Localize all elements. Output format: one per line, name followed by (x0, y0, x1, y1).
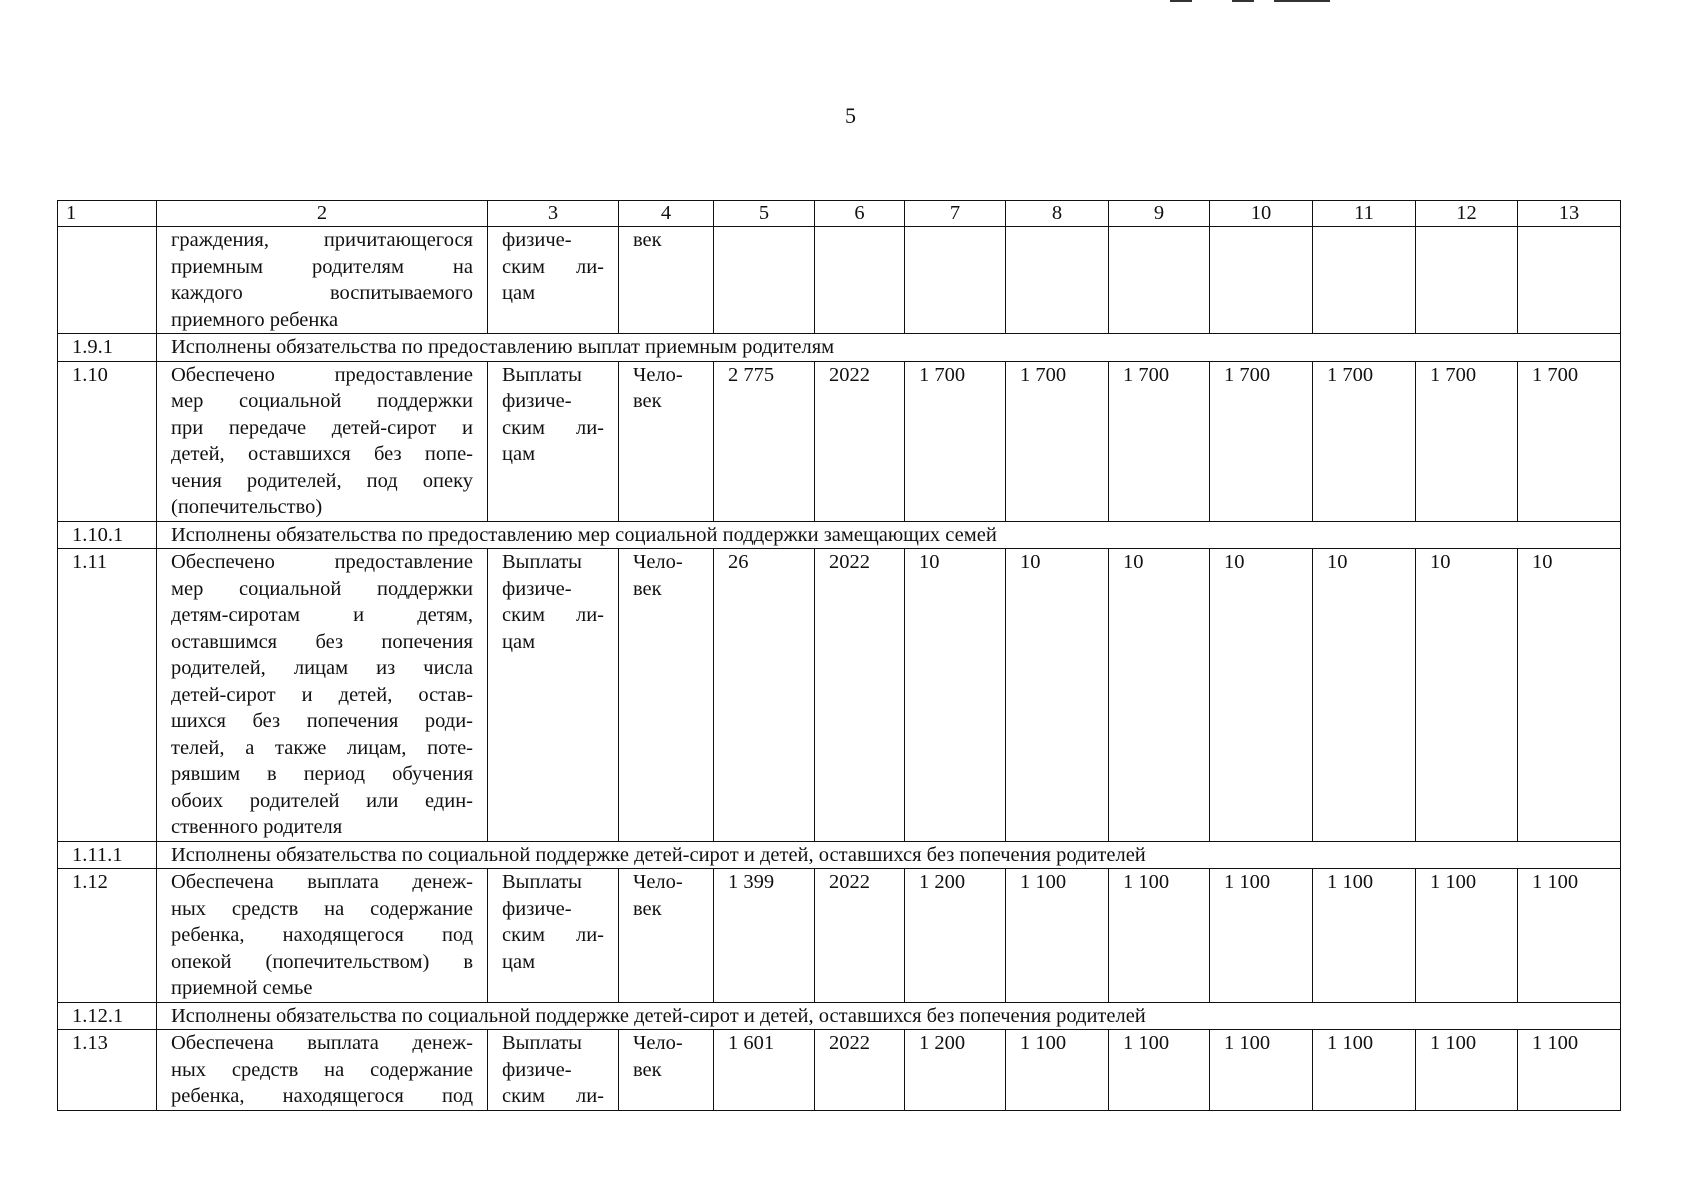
unit-line: цам (502, 282, 536, 304)
row-measure: век (619, 227, 714, 334)
column-number: 8 (1006, 201, 1109, 227)
value-cell (815, 227, 905, 334)
column-number: 12 (1416, 201, 1518, 227)
description-line: родителей, лицам из числа (171, 657, 473, 679)
column-number: 1 (58, 201, 157, 227)
row-number: 1.10 (58, 361, 157, 521)
value-cell: 1 100 (1210, 869, 1313, 1003)
row-unit (488, 869, 619, 1003)
value-cell: 1 399 (714, 869, 815, 1003)
table-row-subtitle (58, 334, 1621, 362)
value-cell: 1 700 (1313, 361, 1416, 521)
table-row-subtitle (58, 1002, 1621, 1030)
row-number: 1.11.1 (58, 841, 157, 869)
unit-line: ским ли- (502, 1085, 604, 1107)
row-description (157, 227, 488, 334)
value-cell: 2022 (815, 361, 905, 521)
page-number: 5 (845, 103, 856, 128)
value-cell (714, 227, 815, 334)
column-number: 10 (1210, 201, 1313, 227)
value-cell: 2 775 (714, 361, 815, 521)
column-number: 6 (815, 201, 905, 227)
description-line: ребенка, находящегося под (171, 924, 473, 946)
column-number: 9 (1109, 201, 1210, 227)
unit-line: физиче- (502, 577, 572, 600)
unit-line: физиче- (502, 1058, 572, 1081)
row-title: Исполнены обязательства по социальной поддержке детей-сирот и детей, оставшихся без попечения родителей (157, 841, 1621, 869)
value-cell: 1 700 (1518, 361, 1621, 521)
table-row (58, 1030, 1621, 1111)
description-line: ственного родителя (171, 816, 343, 838)
row-number: 1.12 (58, 869, 157, 1003)
row-number: 1.9.1 (58, 334, 157, 362)
description-line: детей-сирот и детей, остав- (171, 683, 473, 706)
row-measure (619, 869, 714, 1003)
column-number: 7 (905, 201, 1006, 227)
value-cell: 1 100 (1416, 869, 1518, 1003)
description-line: детей, оставшихся без попе- (171, 443, 473, 465)
description-line: ребенка, находящегося под (171, 1085, 473, 1107)
row-number: 1.10.1 (58, 521, 157, 549)
description-line: детям-сиротам и детям, (171, 604, 473, 626)
value-cell: 10 (1518, 549, 1621, 842)
row-unit (488, 549, 619, 842)
unit-line: Выплаты (502, 551, 582, 573)
row-measure (619, 549, 714, 842)
unit-line: цам (502, 630, 536, 653)
column-number: 2 (157, 201, 488, 227)
description-line: рявшим в период обучения (171, 763, 473, 785)
value-cell: 1 100 (1210, 1030, 1313, 1111)
value-cell: 1 100 (1416, 1030, 1518, 1111)
description-line: при передаче детей-сирот и (171, 416, 473, 439)
description-line: обоих родителей или един- (171, 789, 473, 812)
value-cell: 10 (1313, 549, 1416, 842)
unit-line: физиче- (502, 229, 572, 251)
value-cell: 2022 (815, 1030, 905, 1111)
table-row (58, 361, 1621, 521)
value-cell: 1 100 (1109, 1030, 1210, 1111)
row-title: Исполнены обязательства по предоставлению мер социальной поддержки замещающих семей (157, 521, 1621, 549)
column-number: 13 (1518, 201, 1621, 227)
value-cell: 10 (1210, 549, 1313, 842)
unit-line: Выплаты (502, 1032, 582, 1054)
column-number: 3 (488, 201, 619, 227)
table-row-subtitle (58, 841, 1621, 869)
row-number: 1.13 (58, 1030, 157, 1111)
unit-line: цам (502, 950, 536, 973)
value-cell: 1 100 (1518, 1030, 1621, 1111)
row-number: 1.11 (58, 549, 157, 842)
measure-line: Чело- (633, 363, 683, 386)
description-line: телей, а также лицам, поте- (171, 736, 473, 759)
value-cell: 1 100 (1313, 869, 1416, 1003)
value-cell: 10 (1109, 549, 1210, 842)
description-line: приемного ребенка (171, 308, 339, 331)
description-line: приемной семье (171, 977, 313, 999)
description-line: приемным родителям на (171, 255, 473, 278)
description-line: оставшимся без попечения (171, 630, 473, 653)
column-number: 11 (1313, 201, 1416, 227)
description-line: Обеспечена выплата денеж- (171, 871, 473, 893)
measure-line: век (633, 897, 662, 920)
value-cell (905, 227, 1006, 334)
row-title: Исполнены обязательства по предоставлению выплат приемным родителям (157, 334, 1621, 362)
value-cell: 10 (1416, 549, 1518, 842)
value-cell: 10 (905, 549, 1006, 842)
measure-line: век (633, 1058, 662, 1081)
row-measure (619, 1030, 714, 1111)
value-cell (1210, 227, 1313, 334)
row-unit (488, 361, 619, 521)
row-description (157, 869, 488, 1003)
row-description (157, 361, 488, 521)
unit-line: ским ли- (502, 604, 604, 626)
table-row-continuation (58, 227, 1621, 334)
unit-line: ским ли- (502, 416, 604, 439)
unit-line: цам (502, 443, 536, 465)
value-cell: 1 100 (1006, 869, 1109, 1003)
unit-line: Выплаты (502, 363, 582, 386)
column-number-row (58, 201, 1621, 227)
row-description (157, 1030, 488, 1111)
value-cell: 2022 (815, 549, 905, 842)
description-line: каждого воспитываемого (171, 282, 473, 304)
column-number: 5 (714, 201, 815, 227)
measure-line: Чело- (633, 1032, 683, 1054)
table-row-subtitle (58, 521, 1621, 549)
description-line: Обеспечено предоставление (171, 363, 473, 386)
value-cell: 1 700 (905, 361, 1006, 521)
value-cell: 26 (714, 549, 815, 842)
unit-line: ским ли- (502, 255, 604, 278)
value-cell (1109, 227, 1210, 334)
value-cell (1518, 227, 1621, 334)
value-cell: 1 700 (1006, 361, 1109, 521)
description-line: ных средств на содержание (171, 1058, 473, 1081)
row-measure (619, 361, 714, 521)
value-cell (1416, 227, 1518, 334)
description-line: опекой (попечительством) в (171, 950, 473, 973)
description-line: мер социальной поддержки (171, 390, 473, 412)
description-line: Обеспечена выплата денеж- (171, 1032, 473, 1054)
description-line: мер социальной поддержки (171, 577, 473, 600)
value-cell (1313, 227, 1416, 334)
value-cell: 1 700 (1210, 361, 1313, 521)
indicators-table (57, 200, 1621, 1111)
value-cell (1006, 227, 1109, 334)
row-unit (488, 227, 619, 334)
description-line: чения родителей, под опеку (171, 469, 473, 492)
row-title: Исполнены обязательства по социальной поддержке детей-сирот и детей, оставшихся без попечения родителей (157, 1002, 1621, 1030)
description-line: Обеспечено предоставление (171, 551, 473, 573)
measure-line: Чело- (633, 871, 683, 893)
row-description (157, 549, 488, 842)
measure-line: век (633, 577, 662, 600)
value-cell: 1 700 (1109, 361, 1210, 521)
table-row (58, 869, 1621, 1003)
table-row (58, 549, 1621, 842)
value-cell: 1 200 (905, 869, 1006, 1003)
value-cell: 1 100 (1313, 1030, 1416, 1111)
row-unit (488, 1030, 619, 1111)
unit-line: физиче- (502, 390, 572, 412)
description-line: (попечительство) (171, 496, 323, 518)
column-number: 4 (619, 201, 714, 227)
row-number: 1.12.1 (58, 1002, 157, 1030)
unit-line: физиче- (502, 897, 572, 920)
value-cell: 2022 (815, 869, 905, 1003)
value-cell: 1 601 (714, 1030, 815, 1111)
value-cell: 1 200 (905, 1030, 1006, 1111)
description-line: граждения, причитающегося (171, 229, 473, 251)
description-line: ных средств на содержание (171, 897, 473, 920)
unit-line: ским ли- (502, 924, 604, 946)
top-edge-marks (1170, 0, 1370, 4)
value-cell: 10 (1006, 549, 1109, 842)
measure-line: Чело- (633, 551, 683, 573)
description-line: шихся без попечения роди- (171, 710, 473, 732)
row-number (58, 227, 157, 334)
value-cell: 1 100 (1518, 869, 1621, 1003)
value-cell: 1 700 (1416, 361, 1518, 521)
unit-line: Выплаты (502, 871, 582, 893)
value-cell: 1 100 (1006, 1030, 1109, 1111)
value-cell: 1 100 (1109, 869, 1210, 1003)
measure-line: век (633, 390, 662, 412)
